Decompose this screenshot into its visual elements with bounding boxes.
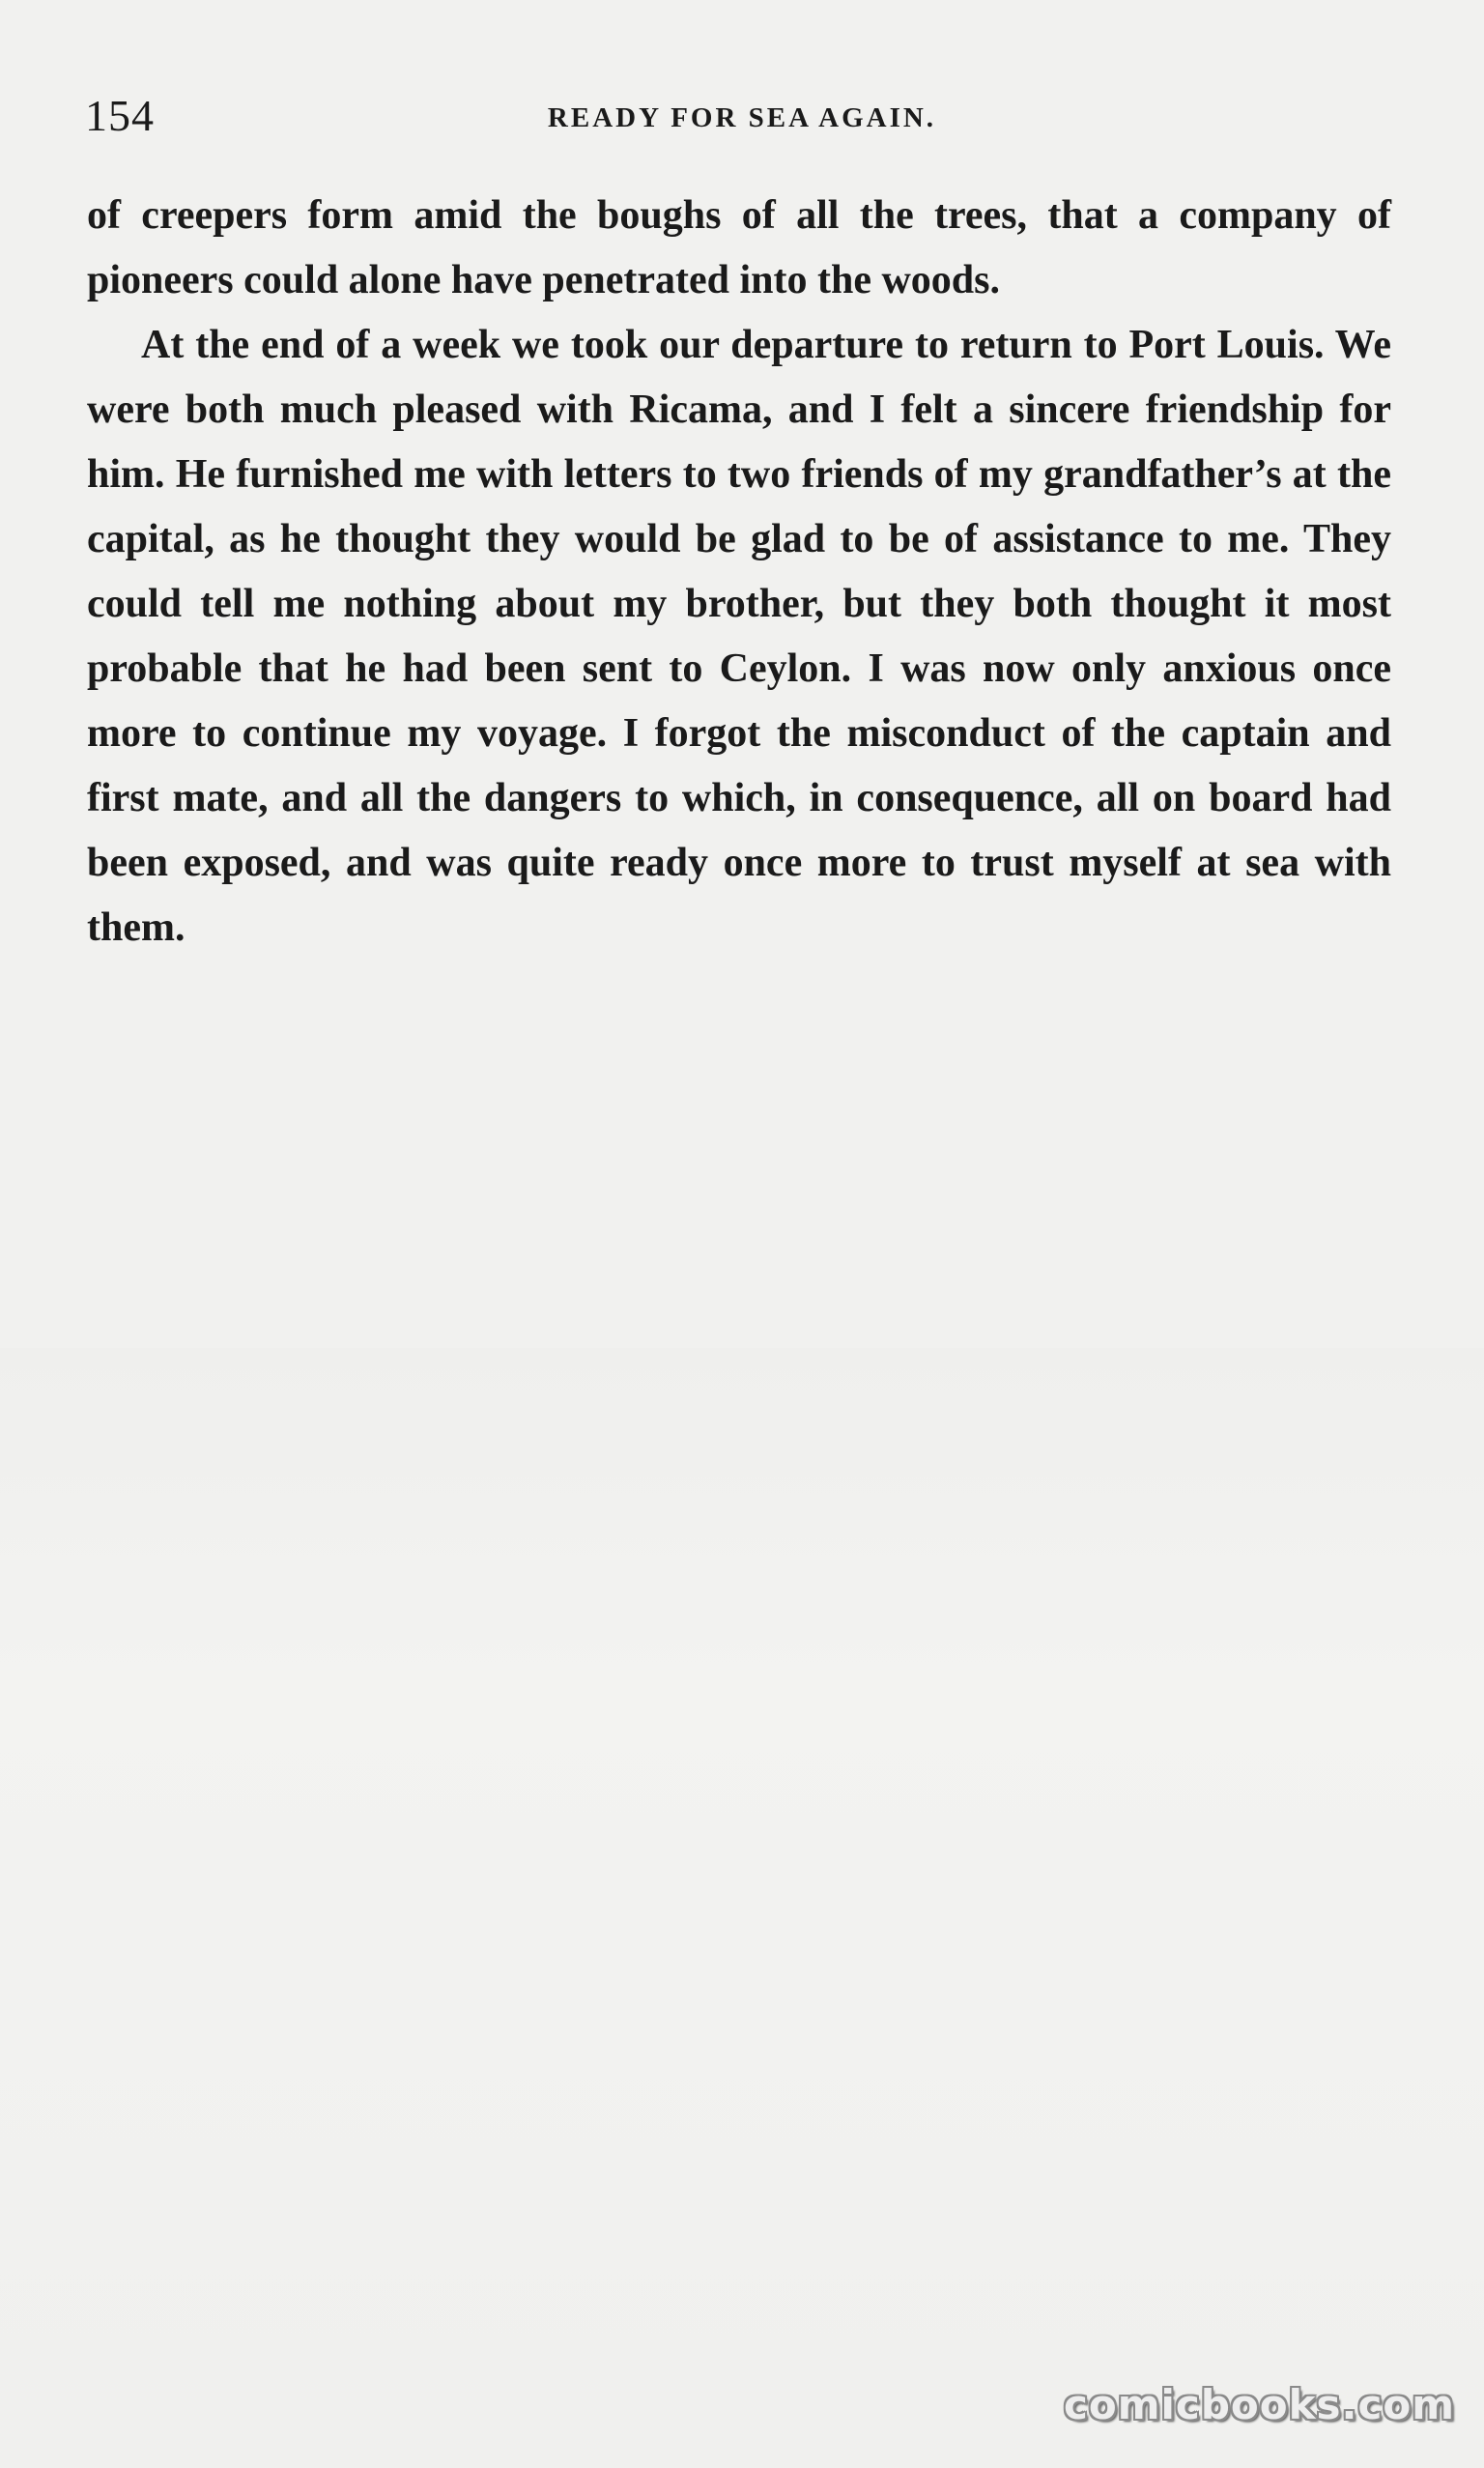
running-head: READY FOR SEA AGAIN. [547,102,937,133]
page-number: 154 [85,91,155,140]
paragraph: At the end of a week we took our departure to return to Port Louis. We were both much pleased with Ricama, and I felt a sincere friendship for him. He furnished me with letters to two friends of my grandfather’s at the capital, as he thought they would be glad to be of assistance to me. They could tell me nothing about my brother, but they both thought it most probable that he had been sent to Ceylon. I was now only anxious once more to continue my voyage. I forgot the misconduct of the captain and first mate, and all the dangers to which, in consequence, all on board had been exposed, and was quite ready once more to trust myself at sea with them. [87,323,1391,950]
blank-page-area [0,1348,1484,2468]
paragraph-continued: of creepers form amid the boughs of all the trees, that a company of pioneers could alone have penetrated into the woods. [87,193,1391,302]
body-text [87,184,1391,961]
watermark-logo: comicbooks.com [1064,2381,1455,2428]
page-header [85,89,1399,143]
